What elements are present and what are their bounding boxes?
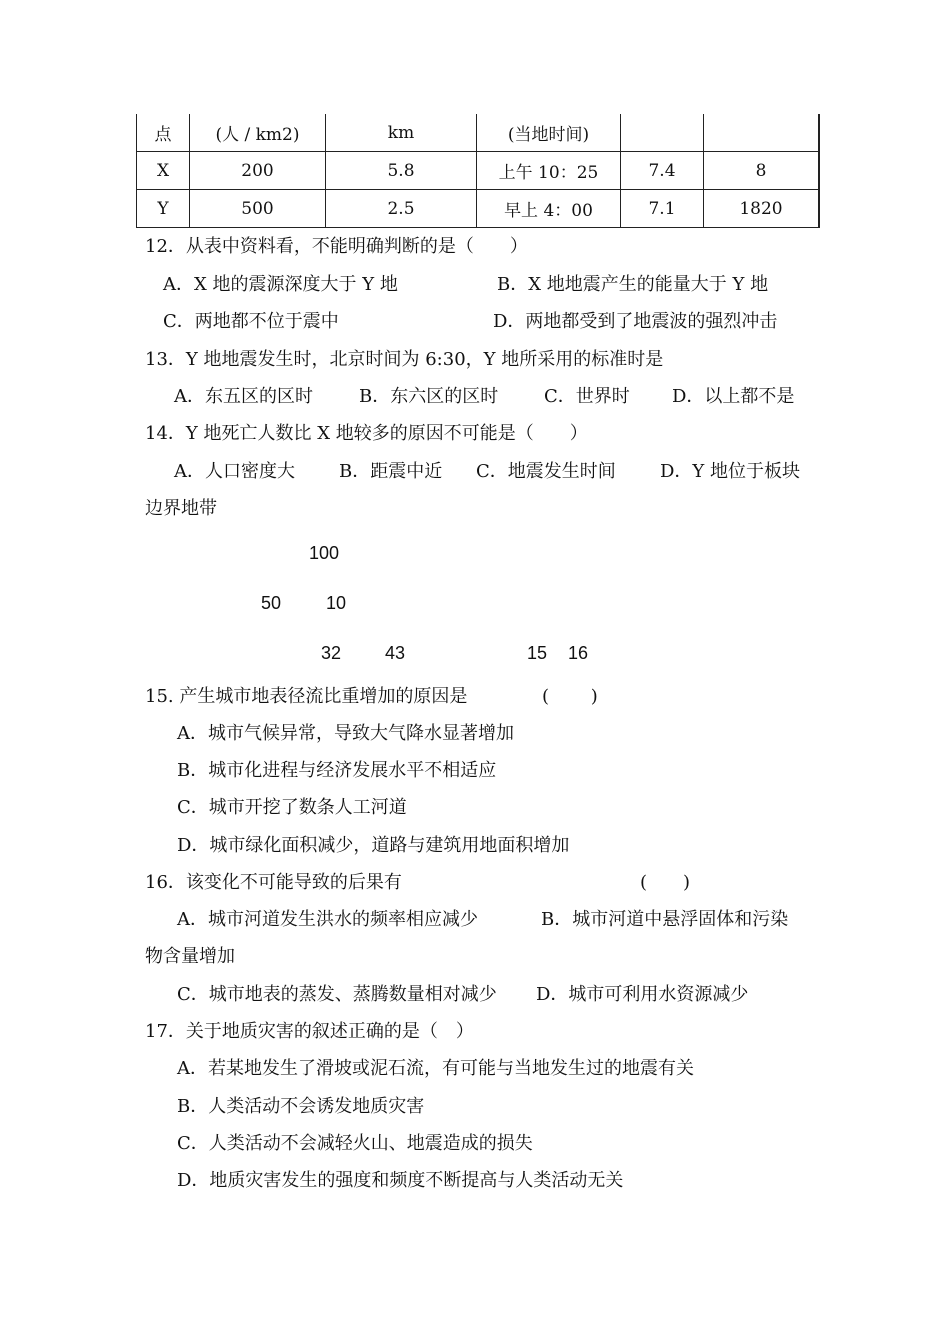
table-cell: (人 / km2) [190, 114, 326, 152]
figure-number: 50 [261, 593, 282, 613]
question-12-stem: 12．从表中资料看，不能明确判断的是（ ） [145, 236, 528, 257]
q13-option-a: A．东五区的区时 [174, 386, 313, 407]
table-row [137, 114, 820, 152]
q12-option-c: C．两地都不位于震中 [163, 311, 339, 332]
q16-option-a: A．城市河道发生洪水的频率相应减少 [177, 909, 478, 930]
q13-option-b: B．东六区的区时 [359, 386, 499, 407]
figure-number: 100 [309, 543, 340, 563]
figure-number: 10 [326, 593, 347, 613]
q17-option-c: C．人类活动不会减轻火山、地震造成的损失 [177, 1133, 533, 1154]
q16-option-c: C．城市地表的蒸发、蒸腾数量相对减少 [177, 984, 497, 1005]
figure-number: 15 [527, 643, 548, 663]
q16-option-b-continued: 物含量增加 [145, 946, 235, 967]
q15-option-c: C．城市开挖了数条人工河道 [177, 797, 407, 818]
q15-option-d: D．城市绿化面积减少，道路与建筑用地面积增加 [177, 835, 570, 856]
table-cell: Y [137, 190, 190, 228]
table-cell [704, 114, 820, 152]
table-cell: 上午 10：25 [477, 152, 621, 190]
question-17-stem: 17．关于地质灾害的叙述正确的是（ ） [145, 1021, 474, 1042]
q14-option-c: C．地震发生时间 [476, 461, 616, 482]
question-13-stem: 13．Y 地地震发生时，北京时间为 6:30，Y 地所采用的标准时是 [145, 349, 664, 370]
q17-option-b: B．人类活动不会诱发地质灾害 [177, 1096, 425, 1117]
q14-option-a: A．人口密度大 [174, 461, 295, 482]
table-cell: X [137, 152, 190, 190]
table-cell: 5.8 [326, 152, 477, 190]
q17-option-d: D．地质灾害发生的强度和频度不断提高与人类活动无关 [177, 1170, 624, 1191]
table-cell: (当地时间) [477, 114, 621, 152]
table-row [137, 152, 820, 190]
q16-option-d: D．城市可利用水资源减少 [536, 984, 749, 1005]
q15-option-a: A．城市气候异常，导致大气降水显著增加 [177, 723, 514, 744]
q12-option-a: A．X 地的震源深度大于 Y 地 [163, 274, 398, 295]
earthquake-data-table [136, 114, 820, 228]
question-16-stem: 16．该变化不可能导致的后果有 [145, 872, 402, 893]
table-cell: 2.5 [326, 190, 477, 228]
q14-option-d: D．Y 地位于板块 [660, 461, 801, 482]
q13-option-c: C．世界时 [544, 386, 630, 407]
table-row [137, 190, 820, 228]
q12-option-b: B．X 地地震产生的能量大于 Y 地 [497, 274, 769, 295]
q17-option-a: A．若某地发生了滑坡或泥石流，有可能与当地发生过的地震有关 [177, 1058, 694, 1079]
figure-number: 43 [385, 643, 406, 663]
table-cell: 7.4 [621, 152, 704, 190]
q15-option-b: B．城市化进程与经济发展水平不相适应 [177, 760, 497, 781]
question-14-stem: 14．Y 地死亡人数比 X 地较多的原因不可能是（ ） [145, 423, 588, 444]
figure-number: 16 [568, 643, 589, 663]
table-cell: km [326, 114, 477, 152]
table-cell: 8 [704, 152, 820, 190]
q14-option-b: B．距震中近 [339, 461, 443, 482]
table-cell: 1820 [704, 190, 820, 228]
table-cell: 早上 4：00 [477, 190, 621, 228]
table-cell: 500 [190, 190, 326, 228]
q14-option-d-continued: 边界地带 [145, 498, 217, 519]
table-cell: 点 [137, 114, 190, 152]
table-cell [621, 114, 704, 152]
q16-answer-paren: ( ) [640, 872, 691, 893]
table-cell: 7.1 [621, 190, 704, 228]
table-cell: 200 [190, 152, 326, 190]
q16-option-b: B．城市河道中悬浮固体和污染 [541, 909, 789, 930]
q12-option-d: D．两地都受到了地震波的强烈冲击 [493, 311, 778, 332]
q15-answer-paren: ( ) [542, 686, 598, 707]
question-15-stem: 15. 产生城市地表径流比重增加的原因是 [145, 686, 468, 707]
q13-option-d: D．以上都不是 [672, 386, 795, 407]
figure-number: 32 [321, 643, 342, 663]
